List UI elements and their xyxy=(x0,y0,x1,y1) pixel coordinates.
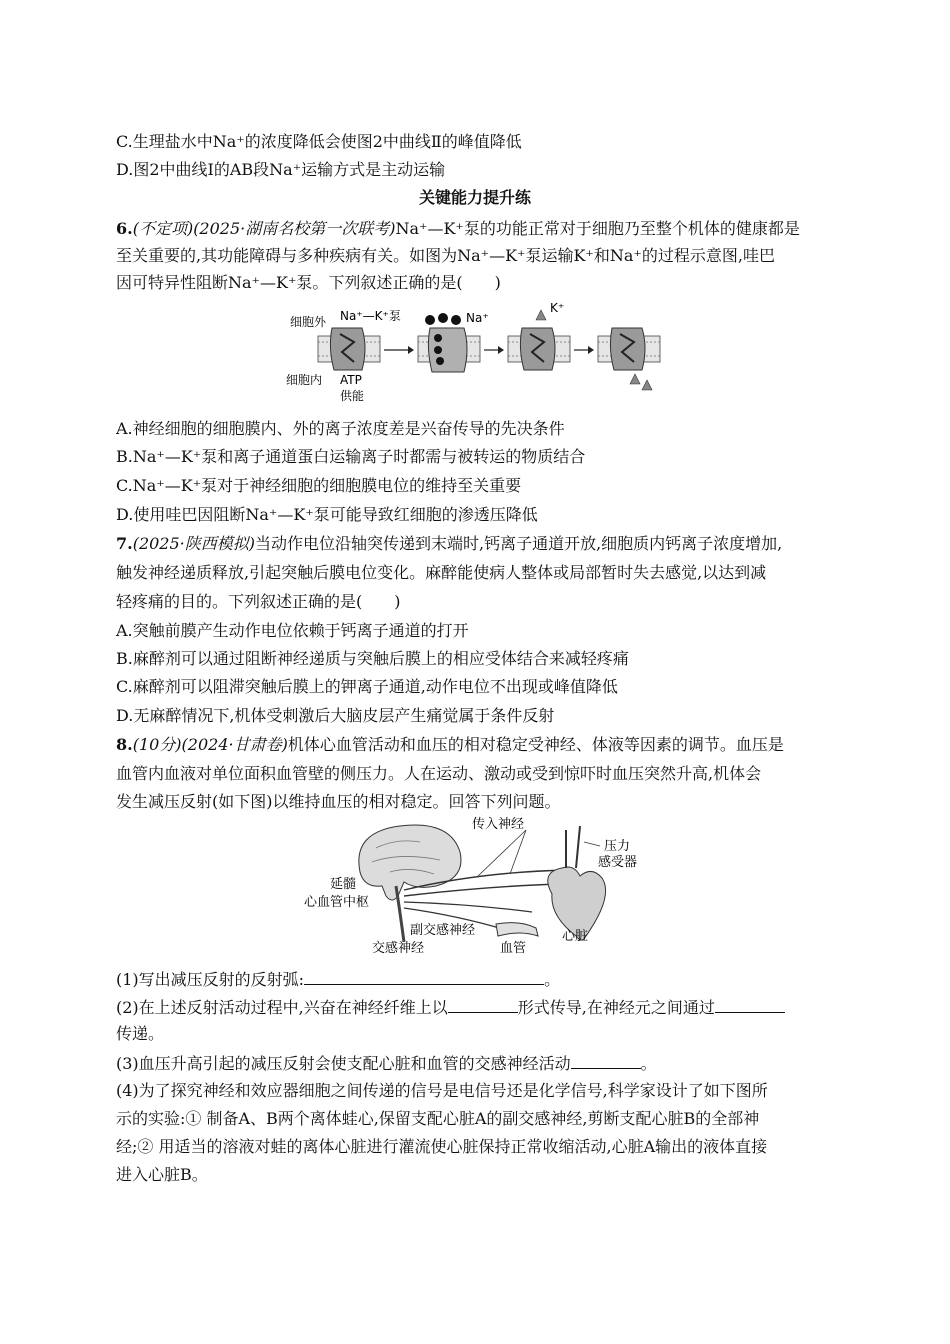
q8-part2 xyxy=(116,996,785,1018)
q8-part2-blank2[interactable] xyxy=(715,996,785,1013)
q8-stem-line1 xyxy=(116,735,784,755)
q8-part3-blank[interactable] xyxy=(571,1052,641,1069)
q7-option-d: D.无麻醉情况下,机体受刺激后大脑皮层产生痛觉属于条件反射 xyxy=(116,706,555,725)
q8-stem-line2: 血管内血液对单位面积血管壁的侧压力。人在运动、激动或受到惊吓时血压突然升高,机体会 xyxy=(116,764,762,783)
q8-part1 xyxy=(116,968,560,990)
q6-label-pump: Na⁺—K⁺泵 xyxy=(340,309,401,323)
q6-option-a: A.神经细胞的细胞膜内、外的离子浓度差是兴奋传导的先决条件 xyxy=(116,419,565,438)
q7-stem-text1: 当动作电位沿轴突传递到末端时,钙离子通道开放,细胞质内钙离子浓度增加, xyxy=(255,534,783,553)
q6-pump-figure xyxy=(280,298,680,408)
q8-part2-blank1[interactable] xyxy=(448,996,518,1013)
q8-part4-line1: (4)为了探究神经和效应器细胞之间传递的信号是电信号还是化学信号,科学家设计了如下图所 xyxy=(116,1081,768,1100)
q8-part3-end: 。 xyxy=(640,1054,657,1073)
section-title: 关键能力提升练 xyxy=(418,188,531,207)
q6-label-atp: ATP xyxy=(340,373,362,387)
q6-source: (不定项)(2025·湖南名校第一次联考) xyxy=(132,219,396,238)
q8-part3 xyxy=(116,1052,657,1074)
q8-number: 8. xyxy=(116,735,133,754)
prev-option-d: D.图2中曲线Ⅰ的AB段Na⁺运输方式是主动运输 xyxy=(116,160,446,179)
q6-option-c: C.Na⁺—K⁺泵对于神经细胞的细胞膜电位的维持至关重要 xyxy=(116,476,522,495)
q8-part2-cont: 传递。 xyxy=(116,1024,165,1043)
q6-membrane-4 xyxy=(598,328,660,390)
q8-stem-text1: 机体心血管活动和血压的相对稳定受神经、体液等因素的调节。血压是 xyxy=(287,735,784,754)
q7-option-c: C.麻醉剂可以阻滞突触后膜上的钾离子通道,动作电位不出现或峰值降低 xyxy=(116,677,618,696)
q6-stem-line1 xyxy=(116,219,800,239)
q6-label-outside: 细胞外 xyxy=(290,315,327,329)
q8-label-heart: 心脏 xyxy=(562,929,589,944)
q8-label-vessel: 血管 xyxy=(500,941,527,956)
prev-option-c: C.生理盐水中Na⁺的浓度降低会使图2中曲线Ⅱ的峰值降低 xyxy=(116,132,522,151)
q8-source: (10分)(2024·甘肃卷) xyxy=(132,735,288,754)
q8-heart xyxy=(548,826,606,940)
q6-label-na: Na⁺ xyxy=(466,311,489,325)
q8-label-pressure2: 感受器 xyxy=(598,855,638,870)
q6-membrane-1 xyxy=(318,328,380,370)
q8-stem-line3: 发生减压反射(如下图)以维持血压的相对稳定。回答下列问题。 xyxy=(116,792,561,811)
q7-stem-line2: 触发神经递质释放,引起突触后膜电位变化。麻醉能使病人整体或局部暂时失去感觉,以达到减 xyxy=(116,563,767,582)
q8-label-sym: 交感神经 xyxy=(372,941,425,956)
q6-number: 6. xyxy=(116,219,133,238)
q6-membrane-3 xyxy=(508,310,570,370)
q6-option-b: B.Na⁺—K⁺泵和离子通道蛋白运输离子时都需与被转运的物质结合 xyxy=(116,447,586,466)
q8-vessel xyxy=(496,923,538,936)
q6-na-ions-outside xyxy=(425,313,461,325)
q6-label-k: K⁺ xyxy=(550,301,565,315)
q7-stem-line1 xyxy=(116,534,782,554)
q8-part2-text-b: 形式传导,在神经元之间通过 xyxy=(517,998,715,1017)
q6-stem-line3: 因可特异性阻断Na⁺—K⁺泵。下列叙述正确的是( ) xyxy=(116,273,501,292)
q6-stem-line2: 至关重要的,其功能障碍与多种疾病有关。如图为Na⁺—K⁺泵运输K⁺和Na⁺的过程示意图,哇巴 xyxy=(116,246,775,265)
q8-label-pressure1: 压力 xyxy=(604,839,631,854)
q6-label-supply: 供能 xyxy=(340,389,365,403)
q7-number: 7. xyxy=(116,534,133,553)
q6-label-inside: 细胞内 xyxy=(286,373,323,387)
q6-option-d: D.使用哇巴因阻断Na⁺—K⁺泵可能导致红细胞的渗透压降低 xyxy=(116,505,538,524)
q8-part4-line2: 示的实验:① 制备A、B两个离体蛙心,保留支配心脏A的副交感神经,剪断支配心脏B的全部神 xyxy=(116,1109,760,1128)
q8-part1-blank[interactable] xyxy=(304,968,544,985)
q8-reflex-figure xyxy=(300,812,660,962)
q8-part4-line4: 进入心脏B。 xyxy=(116,1165,208,1184)
q8-part2-text-a: (2)在上述反射活动过程中,兴奋在神经纤维上以 xyxy=(116,998,448,1017)
q8-part1-end: 。 xyxy=(544,970,561,989)
q8-label-parasym: 副交感神经 xyxy=(410,923,476,938)
q8-label-afferent: 传入神经 xyxy=(472,817,525,832)
q7-option-a: A.突触前膜产生动作电位依赖于钙离子通道的打开 xyxy=(116,621,469,640)
q7-option-b: B.麻醉剂可以通过阻断神经递质与突触后膜上的相应受体结合来减轻疼痛 xyxy=(116,649,629,668)
q8-part4-line3: 经;② 用适当的溶液对蛙的离体心脏进行灌流使心脏保持正常收缩活动,心脏A输出的液体直接 xyxy=(116,1137,768,1156)
q8-part1-text: (1)写出减压反射的反射弧: xyxy=(116,970,305,989)
q7-stem-line3: 轻疼痛的目的。下列叙述正确的是( ) xyxy=(116,592,401,611)
q6-stem-text1: Na⁺—K⁺泵的功能正常对于细胞乃至整个机体的健康都是 xyxy=(395,219,800,238)
q8-label-medulla2: 心血管中枢 xyxy=(304,895,370,910)
q8-label-medulla1: 延髓 xyxy=(330,877,357,892)
q8-part3-text: (3)血压升高引起的减压反射会使支配心脏和血管的交感神经活动 xyxy=(116,1054,571,1073)
q7-source: (2025·陕西模拟) xyxy=(132,534,255,553)
q6-membrane-2 xyxy=(418,328,480,372)
